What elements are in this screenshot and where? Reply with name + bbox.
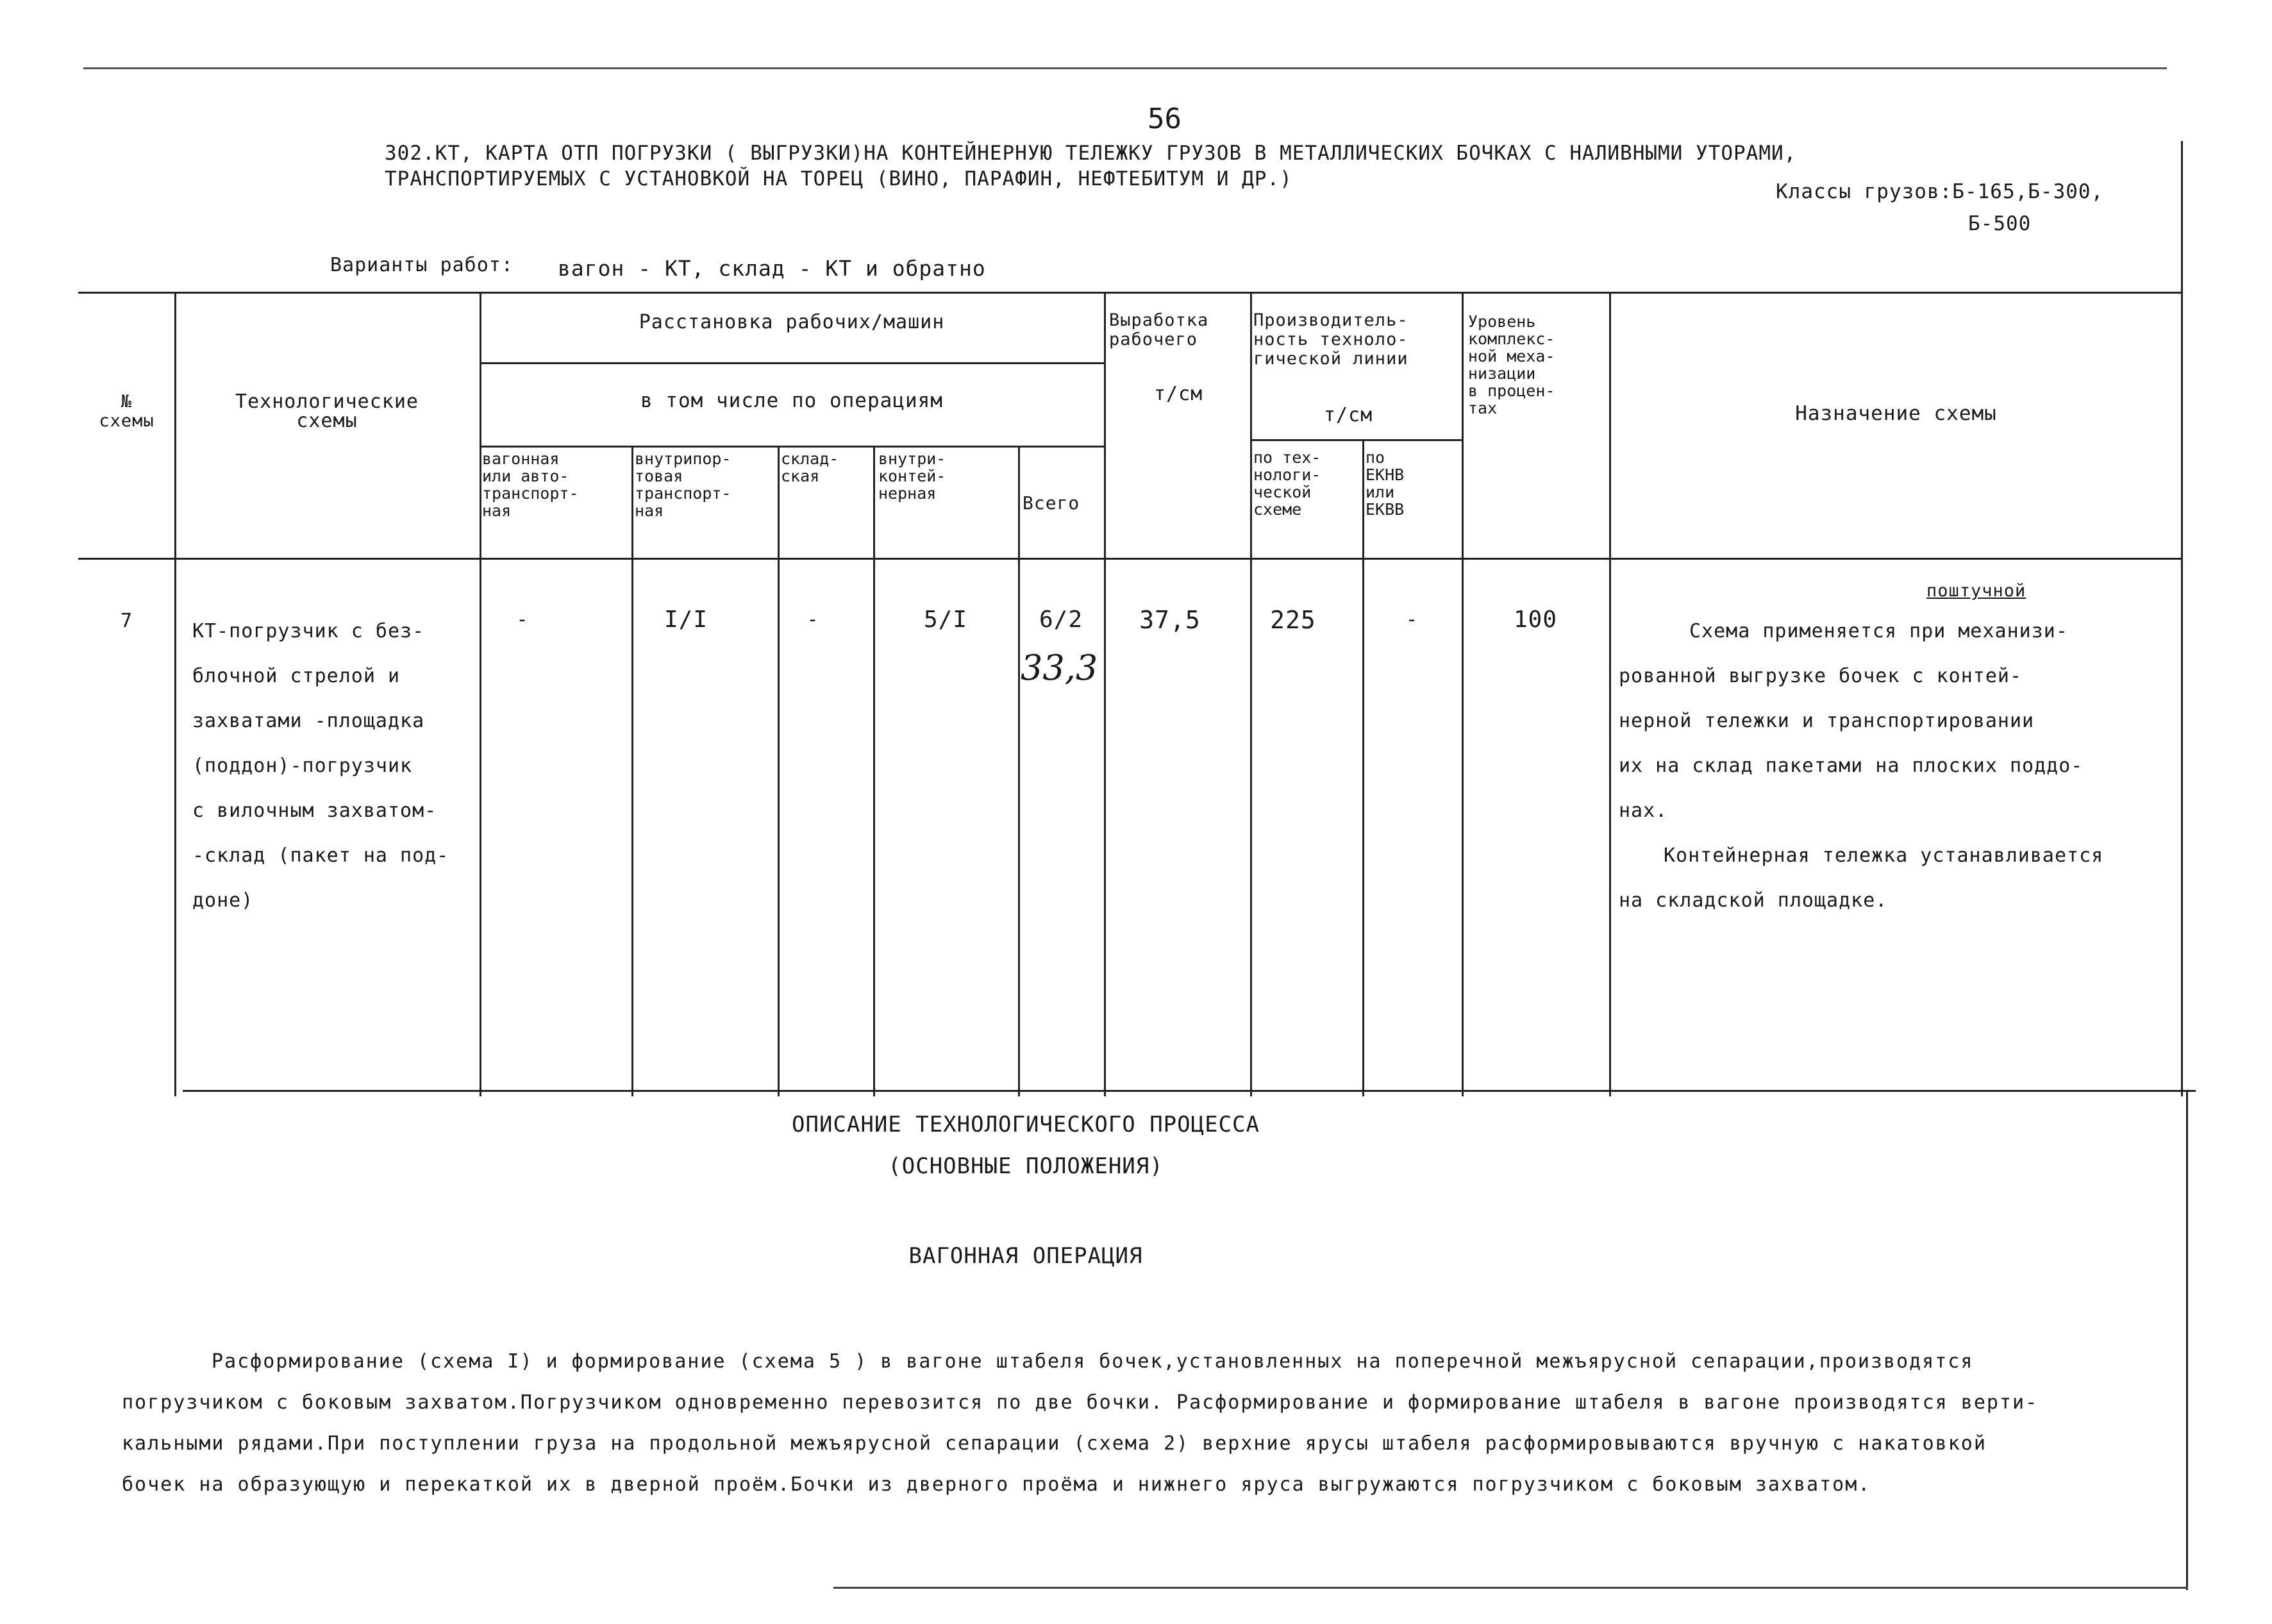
header-intracontainer: внутри- контей- нерная: [878, 449, 946, 503]
table-rule-operations: [480, 362, 1105, 364]
row-intraport: I/I: [664, 607, 708, 633]
row-total: 6/2: [1039, 607, 1083, 633]
col-border-9: [1362, 439, 1364, 1096]
section-title-line2: (ОСНОВНЫЕ ПОЛОЖЕНИЯ): [888, 1153, 1164, 1179]
header-tech-schemes: Технологические схемы: [235, 390, 419, 432]
frame-right-top: [2181, 141, 2183, 292]
section-title-line1: ОПИСАНИЕ ТЕХНОЛОГИЧЕСКОГО ПРОЦЕССА: [792, 1112, 1260, 1137]
col-border-5: [873, 446, 875, 1096]
row-purpose: Схема применяется при механизи- рованной выгрузке бочек с контей- нерной тележки и транспортировании их на склад пакетами на плоских поддо- нах. Контейнерная тележка устанавливается на складской площадке.: [1619, 620, 2104, 912]
row-by-tech-scheme: 225: [1270, 606, 1316, 634]
header-by-tech-scheme: по тех- нологи- ческой схеме: [1253, 448, 1321, 519]
col-border-8: [1250, 292, 1252, 1096]
header-intraport: внутрипор- товая транспорт- ная: [635, 449, 731, 520]
row-purpose-insert: поштучной: [1926, 581, 2026, 601]
table-rule-subcols: [480, 446, 1105, 448]
row-tech-scheme: КТ-погрузчик с без- блочной стрелой и захватами -площадка (поддон)-погрузчик с вилочным захватом- -склад (пакет на под- доне): [192, 620, 449, 912]
table-bottom-border: [183, 1090, 2196, 1092]
section-subtitle: ВАГОННАЯ ОПЕРАЦИЯ: [908, 1243, 1143, 1269]
col-border-right: [2181, 292, 2183, 1096]
col-border-11: [1609, 292, 1611, 1096]
paragraph-line-3: кальными рядами.При поступлении груза на продольной межъярусной сепарации (схема 2) верхние ярусы штабеля расформировываются вручную с накатовкой: [122, 1432, 1987, 1455]
row-total-handwritten: 33,3: [1021, 648, 1098, 688]
row-mechanization: 100: [1513, 607, 1558, 633]
table-rule-units: [1250, 439, 1462, 441]
work-variants-value: вагон - КТ, склад - КТ и обратно: [558, 256, 986, 281]
cargo-classes-line2: Б-500: [1968, 212, 2032, 235]
top-rule: [83, 67, 2167, 69]
header-mechanization: Уровень комплекс- ной меха- низации в процен- тах: [1468, 312, 1555, 417]
row-output: 37,5: [1139, 606, 1201, 634]
header-total: Всего: [1023, 492, 1080, 514]
header-productivity-unit: т/см: [1324, 404, 1373, 426]
header-purpose: Назначение схемы: [1795, 402, 1997, 425]
section-frame-bottom: [833, 1587, 2188, 1589]
col-border-3: [631, 446, 633, 1096]
table-header-bottom: [78, 558, 2183, 560]
document-title-line1: 302.КТ, КАРТА ОТП ПОГРУЗКИ ( ВЫГРУЗКИ)НА КОНТЕЙНЕРНУЮ ТЕЛЕЖКУ ГРУЗОВ В МЕТАЛЛИЧЕСКИХ БОЧКАХ С НАЛИВНЫМИ УТОРАМИ,: [385, 142, 1797, 165]
col-border-4: [778, 446, 780, 1096]
header-workers-placement: Расстановка рабочих/машин: [639, 311, 945, 333]
col-border-6: [1018, 446, 1020, 1096]
section-paragraph: [122, 1350, 2038, 1514]
header-warehouse: склад- ская: [781, 449, 839, 485]
paragraph-line-2: погрузчиком с боковым захватом.Погрузчиком одновременно перевозится по две бочки. Расформирование и формирование штабеля в вагоне производятся верти-: [122, 1391, 2039, 1414]
work-variants-label: Варианты работ:: [330, 254, 514, 276]
row-warehouse: -: [806, 608, 819, 631]
paragraph-line-1: Расформирование (схема I) и формирование (схема 5 ) в вагоне штабеля бочек,установленных на поперечной межъярусной сепарации,производятся: [212, 1350, 1974, 1373]
header-output-unit: т/см: [1154, 383, 1203, 405]
row-by-ekhv: -: [1405, 608, 1419, 631]
col-border-2: [480, 292, 481, 1096]
header-by-ekhv: по ЕКНВ или ЕКВВ: [1366, 448, 1405, 519]
document-title-line2: ТРАНСПОРТИРУЕМЫХ С УСТАНОВКОЙ НА ТОРЕЦ (ВИНО, ПАРАФИН, НЕФТЕБИТУМ И ДР.): [385, 167, 1292, 190]
page-number: 56: [1148, 103, 1182, 135]
col-border-10: [1462, 292, 1464, 1096]
col-border-7: [1104, 292, 1106, 1096]
paragraph-line-4: бочек на образующую и перекаткой их в дверной проём.Бочки из дверного проёма и нижнего яруса выгружаются погрузчиком с боковым захватом.: [122, 1473, 1871, 1496]
row-wagon-auto: -: [516, 608, 529, 631]
header-wagon-auto: вагонная или авто- транспорт- ная: [482, 449, 579, 520]
header-by-operations: в том числе по операциям: [640, 389, 943, 412]
cargo-classes-line1: Классы грузов:Б-165,Б-300,: [1776, 180, 2104, 203]
header-scheme-no: № схемы: [99, 392, 155, 431]
header-output: Выработка рабочего: [1109, 310, 1209, 349]
header-productivity: Производитель- ность техноло- гической линии: [1253, 310, 1408, 369]
table-top-border: [78, 292, 2183, 294]
section-frame-right: [2186, 1090, 2188, 1590]
row-intracontainer: 5/I: [923, 607, 968, 633]
row-scheme-no: 7: [120, 610, 133, 632]
